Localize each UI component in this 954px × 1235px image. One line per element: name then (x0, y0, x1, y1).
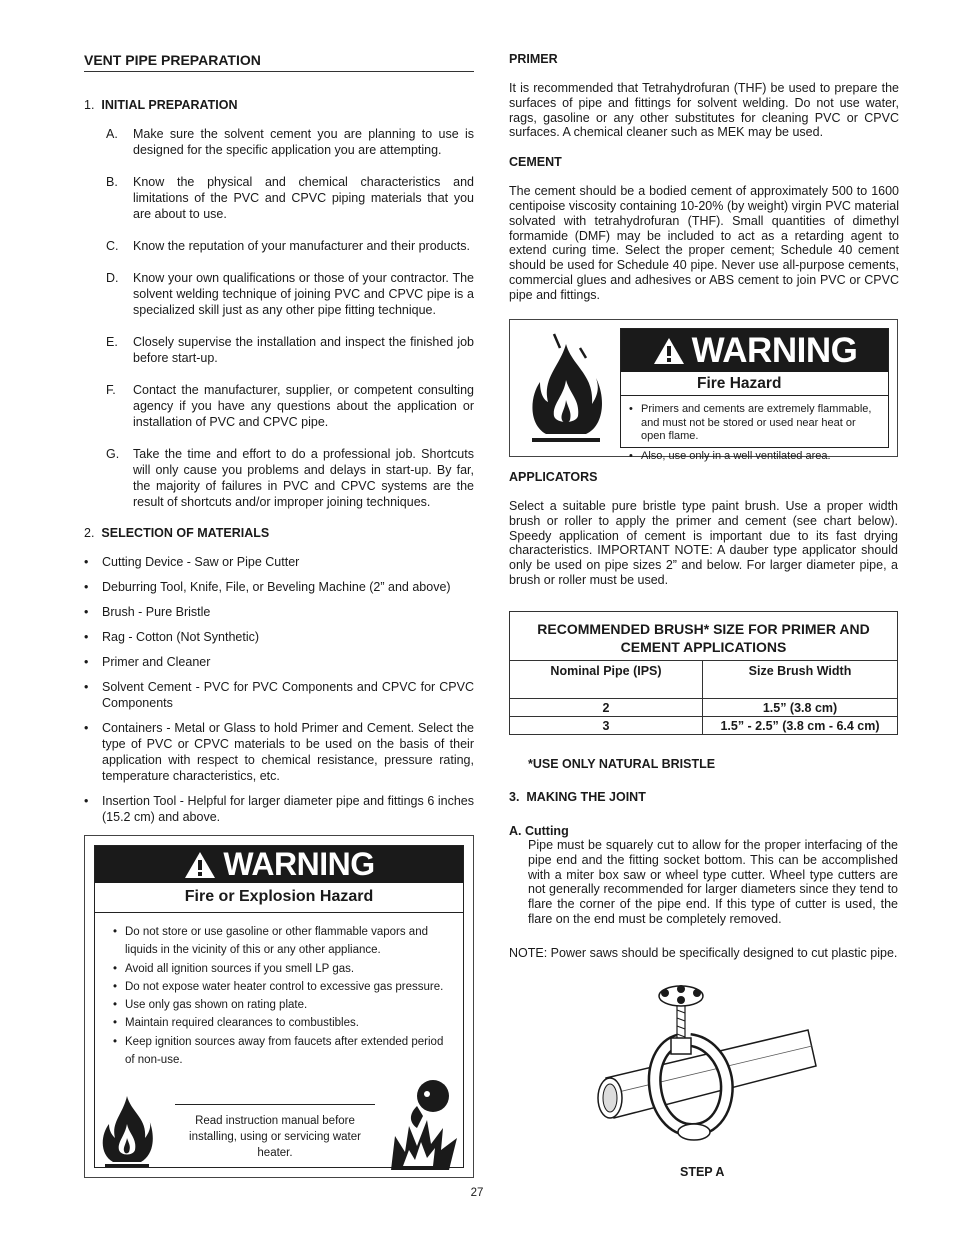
warning-fire-hazard (509, 319, 898, 462)
item-text: Rag - Cotton (Not Synthetic) (102, 630, 260, 644)
bullet-icon: • (84, 555, 89, 569)
table-row (510, 717, 898, 735)
bristle-note: *USE ONLY NATURAL BRISTLE (528, 757, 716, 771)
table-caption: RECOMMENDED BRUSH* SIZE FOR PRIMER AND CEMENT APPLICATIONS (510, 612, 898, 661)
warning-banner-2 (621, 329, 888, 372)
list-item (84, 604, 474, 620)
item-letter: F. (106, 383, 116, 397)
warning-title: WARNING (223, 846, 375, 882)
item-letter: A. (106, 127, 118, 141)
section-2-title: SELECTION OF MATERIALS (101, 526, 270, 540)
list-item (84, 270, 474, 318)
list-item (84, 126, 474, 158)
primer-heading: PRIMER (509, 52, 558, 66)
col-header-pipe: Nominal Pipe (IPS) (510, 661, 703, 699)
bullet-icon: • (113, 962, 118, 975)
col-header-width: Size Brush Width (703, 661, 898, 699)
table-row (510, 699, 898, 717)
pipe-cell: 2 (510, 699, 703, 717)
materials-list (84, 554, 474, 825)
bullet-icon: • (84, 655, 89, 669)
primer-text: It is recommended that Tetrahydrofuran (THF) be used to prepare the surfaces of pipe and fittings for solvent welding. Do not use water, rags, gasoline or any other substitutes for cleaning PVC or CPVC surfaces. A chemical cleaner such as MEK may be used. (509, 81, 899, 140)
applicators-section (509, 470, 898, 588)
warning-item (113, 1014, 445, 1032)
list-item (84, 382, 474, 430)
item-text: Know the reputation of your manufacturer and their products. (133, 239, 470, 253)
item-letter: B. (106, 175, 118, 189)
item-text: Brush - Pure Bristle (102, 605, 211, 619)
cement-text: The cement should be a bodied cement of approximately 500 to 1600 centipoise viscosity containing 10-20% (by weight) virgin PVC material solvated with tetrahydrofuran (THF). Small quantities of dimethyl formamide (DMF) may be included to act as a retarding agent to extend curing time. Select the proper cement; Schedule 40 cement should be used for Schedule 40 pipe. Never use all-purpose cements, commercial glues and adhesives or ABS cement to join PVC or CPVC pipe and fittings. (509, 184, 899, 302)
table-header-row (510, 661, 898, 699)
warning-item (113, 978, 445, 996)
bullet-icon: • (84, 630, 89, 644)
item-letter: G. (106, 447, 120, 461)
item-letter: C. (106, 239, 119, 253)
left-column (84, 52, 474, 834)
list-item (84, 446, 474, 510)
bullet-icon: • (84, 721, 89, 735)
right-column (509, 52, 899, 303)
page-number: 27 (470, 1187, 484, 1199)
manual-notice (175, 1104, 375, 1161)
list-item (84, 579, 474, 595)
warning-fire-explosion (84, 835, 474, 1178)
pipe-cell: 3 (510, 717, 703, 735)
warning-panel (94, 845, 464, 1168)
list-item (84, 629, 474, 645)
warning-item-text: Do not store or use gasoline or other flammable vapors and liquids in the vicinity of this or any other appliance. (125, 926, 428, 957)
bullet-icon: • (113, 980, 118, 993)
section-1-number: 1. (84, 98, 95, 112)
bullet-icon: • (113, 1035, 118, 1048)
explosion-icon (387, 1076, 461, 1172)
warning-item (113, 960, 445, 978)
cutting-text: Pipe must be squarely cut to allow for the proper interfacing of the pipe end and the fitting socket bottom. This can be accomplished with a miter box saw or wheel type cutter. Wheel type cutters are not generally recommended for larger diameters since they tend to flare the corner of the pipe end. If this type of cutter is used, the flare on the end must be completely removed. (528, 838, 898, 926)
section-3-title: MAKING THE JOINT (526, 790, 646, 804)
item-text: Insertion Tool - Helpful for larger diameter pipe and fittings 6 inches (15.2 cm) and above. (102, 794, 474, 824)
bullet-icon: • (84, 680, 89, 694)
list-item (84, 679, 474, 711)
width-cell: 1.5” (3.8 cm) (703, 699, 898, 717)
table-caption-row (510, 612, 898, 661)
warning-title-2: WARNING (691, 330, 858, 370)
item-text: Closely supervise the installation and inspect the finished job before start-up. (133, 335, 474, 365)
item-text: Take the time and effort to do a professional job. Shortcuts will only cause you problems and delays in start-up. By far, the majority of failures in PVC and CPVC systems are the result of shortcuts and/or improper joining techniques. (133, 447, 474, 509)
power-saw-note: NOTE: Power saws should be specifically designed to cut plastic pipe. (509, 946, 898, 960)
list-item (84, 793, 474, 825)
item-text: Make sure the solvent cement you are planning to use is designed for the specific application you are attempting. (133, 127, 474, 157)
warning-item-text: Maintain required clearances to combustibles. (125, 1017, 359, 1030)
cutting-heading: A. Cutting (509, 824, 569, 838)
page-title: VENT PIPE PREPARATION (84, 52, 474, 72)
bullet-icon: • (629, 449, 633, 462)
warning-item (629, 450, 880, 464)
warning-subtitle: Fire or Explosion Hazard (95, 883, 463, 913)
warning-triangle-icon (652, 336, 686, 366)
width-cell: 1.5” - 2.5” (3.8 cm - 6.4 cm) (703, 717, 898, 735)
fire-icon (99, 1094, 155, 1168)
bullet-icon: • (84, 605, 89, 619)
warning-banner (95, 846, 463, 883)
bullet-icon: • (113, 999, 118, 1012)
flame-icon (524, 330, 608, 446)
list-item (84, 554, 474, 570)
cement-heading: CEMENT (509, 155, 562, 170)
list-item (84, 654, 474, 670)
step-a-label: STEP A (680, 1165, 725, 1179)
warning-item-text: Primers and cements are extremely flammable, and must not be stored or used near heat or open flame. (641, 403, 872, 442)
list-item (84, 174, 474, 222)
warning-list (95, 913, 463, 1069)
warning-subtitle-2: Fire Hazard (621, 372, 888, 396)
manual-divider (175, 1104, 375, 1105)
item-text: Know your own qualifications or those of your contractor. The solvent welding technique of joining PVC and CPVC pipe is a specialized skill just as any other pipe fitting technique. (133, 271, 474, 317)
bullet-icon: • (113, 1017, 118, 1030)
warning-item (113, 996, 445, 1014)
brush-size-table (509, 611, 898, 735)
warning-item (113, 1033, 445, 1070)
section-2-number: 2. (84, 526, 95, 540)
section-2-heading (84, 526, 474, 540)
section-3-number: 3. (509, 790, 520, 804)
item-letter: D. (106, 271, 119, 285)
bullet-icon: • (629, 403, 633, 415)
warning-list-2 (621, 396, 888, 463)
item-text: Deburring Tool, Knife, File, or Beveling Machine (2” and above) (102, 580, 451, 594)
pipe-cutter-illustration (580, 980, 840, 1165)
item-text: Primer and Cleaner (102, 655, 211, 669)
section-1-heading (84, 98, 474, 112)
item-text: Cutting Device - Saw or Pipe Cutter (102, 555, 300, 569)
list-item (84, 238, 474, 254)
warning-item-text: Do not expose water heater control to excessive gas pressure. (125, 980, 444, 993)
warning-item-text: Avoid all ignition sources if you smell LP gas. (125, 962, 355, 975)
bullet-icon: • (84, 580, 89, 594)
applicators-text: Select a suitable pure bristle type paint brush. Use a proper width brush or roller to apply the primer and cement (see chart below). Speedy application of cement is important due to its fast drying characteristics. IMPORTANT NOTE: A dauber type applicator should only be used on pipe sizes 2” and below. For larger diameter pipe, a brush or roller must be used. (509, 499, 898, 587)
applicators-heading: APPLICATORS (509, 470, 598, 484)
item-text: Know the physical and chemical characteristics and limitations of the PVC and CPVC piping materials that you are about to use. (133, 175, 474, 221)
bullet-icon: • (113, 926, 118, 938)
item-letter: E. (106, 335, 118, 349)
section-3-heading (509, 790, 646, 804)
warning-item (113, 923, 445, 960)
manual-text: Read instruction manual before installing, using or servicing water heater. (189, 1115, 361, 1159)
warning-triangle-icon (183, 850, 217, 880)
item-text: Containers - Metal or Glass to hold Primer and Cement. Select the type of PVC or CPVC materials to be used on the basis of their application with respect to chemical resistance, pressure rating, temperature characteristics, etc. (102, 721, 474, 783)
warning-item-text: Keep ignition sources away from faucets after extended period of non-use. (125, 1035, 444, 1067)
cutting-section (509, 824, 898, 927)
warning-item (629, 403, 880, 444)
list-item (84, 720, 474, 784)
warning-item-text: Use only gas shown on rating plate. (125, 999, 308, 1012)
item-text: Solvent Cement - PVC for PVC Components and CPVC for CPVC Components (102, 680, 474, 710)
warning-item-text: Also, use only in a well ventilated area. (641, 449, 831, 462)
section-1-title: INITIAL PREPARATION (101, 98, 238, 112)
bullet-icon: • (84, 794, 89, 808)
list-item (84, 334, 474, 366)
warning-panel-2 (620, 328, 889, 462)
item-text: Contact the manufacturer, supplier, or competent consulting agency if you have any questions about the application or installation of PVC and CPVC pipe. (133, 383, 474, 429)
initial-preparation-list (84, 126, 474, 510)
